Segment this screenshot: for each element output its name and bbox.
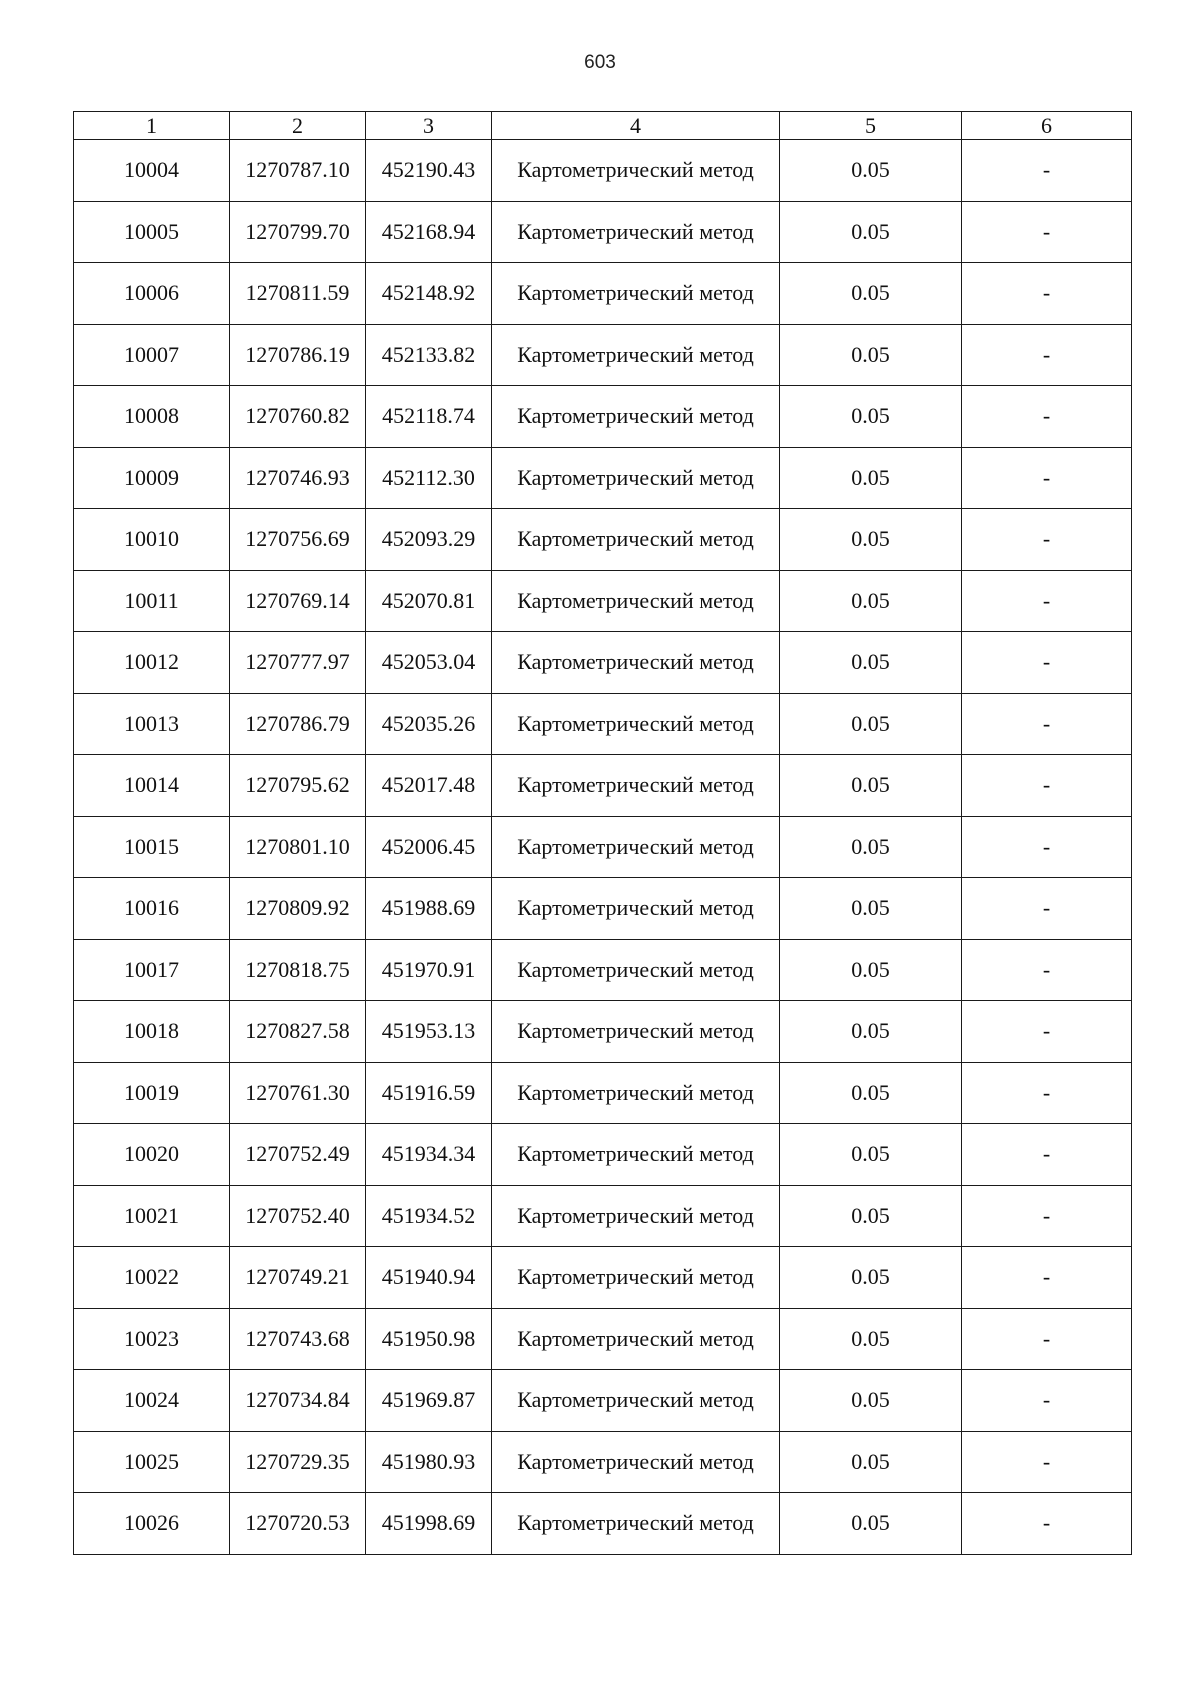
accuracy-cell: 0.05 <box>780 140 962 202</box>
x-coordinate-cell: 1270752.49 <box>230 1124 366 1186</box>
x-coordinate-cell: 1270729.35 <box>230 1431 366 1493</box>
table-row <box>74 1247 1132 1309</box>
y-coordinate-cell: 451950.98 <box>366 1308 492 1370</box>
method-cell: Картометрический метод <box>492 1308 780 1370</box>
accuracy-cell: 0.05 <box>780 1124 962 1186</box>
point-number-cell: 10010 <box>74 509 230 571</box>
column-header: 5 <box>780 112 962 140</box>
note-cell: - <box>962 939 1132 1001</box>
table-row <box>74 1370 1132 1432</box>
accuracy-cell: 0.05 <box>780 1001 962 1063</box>
point-number-cell: 10014 <box>74 755 230 817</box>
y-coordinate-cell: 451980.93 <box>366 1431 492 1493</box>
y-coordinate-cell: 451998.69 <box>366 1493 492 1555</box>
note-cell: - <box>962 755 1132 817</box>
y-coordinate-cell: 452148.92 <box>366 263 492 325</box>
note-cell: - <box>962 201 1132 263</box>
column-header: 6 <box>962 112 1132 140</box>
y-coordinate-cell: 452112.30 <box>366 447 492 509</box>
y-coordinate-cell: 451934.52 <box>366 1185 492 1247</box>
method-cell: Картометрический метод <box>492 1062 780 1124</box>
table-row <box>74 1062 1132 1124</box>
accuracy-cell: 0.05 <box>780 201 962 263</box>
method-cell: Картометрический метод <box>492 1001 780 1063</box>
point-number-cell: 10025 <box>74 1431 230 1493</box>
note-cell: - <box>962 263 1132 325</box>
method-cell: Картометрический метод <box>492 1370 780 1432</box>
x-coordinate-cell: 1270743.68 <box>230 1308 366 1370</box>
accuracy-cell: 0.05 <box>780 324 962 386</box>
accuracy-cell: 0.05 <box>780 693 962 755</box>
column-header: 4 <box>492 112 780 140</box>
x-coordinate-cell: 1270760.82 <box>230 386 366 448</box>
y-coordinate-cell: 452035.26 <box>366 693 492 755</box>
table-row <box>74 1493 1132 1555</box>
header-row <box>74 112 1132 140</box>
x-coordinate-cell: 1270818.75 <box>230 939 366 1001</box>
method-cell: Картометрический метод <box>492 140 780 202</box>
note-cell: - <box>962 570 1132 632</box>
x-coordinate-cell: 1270761.30 <box>230 1062 366 1124</box>
note-cell: - <box>962 509 1132 571</box>
method-cell: Картометрический метод <box>492 201 780 263</box>
y-coordinate-cell: 451969.87 <box>366 1370 492 1432</box>
note-cell: - <box>962 632 1132 694</box>
x-coordinate-cell: 1270827.58 <box>230 1001 366 1063</box>
method-cell: Картометрический метод <box>492 1247 780 1309</box>
point-number-cell: 10011 <box>74 570 230 632</box>
y-coordinate-cell: 452093.29 <box>366 509 492 571</box>
point-number-cell: 10009 <box>74 447 230 509</box>
accuracy-cell: 0.05 <box>780 1185 962 1247</box>
table-body <box>74 140 1132 1555</box>
note-cell: - <box>962 693 1132 755</box>
y-coordinate-cell: 452118.74 <box>366 386 492 448</box>
accuracy-cell: 0.05 <box>780 1308 962 1370</box>
y-coordinate-cell: 451988.69 <box>366 878 492 940</box>
table-row <box>74 324 1132 386</box>
table-row <box>74 816 1132 878</box>
point-number-cell: 10015 <box>74 816 230 878</box>
method-cell: Картометрический метод <box>492 570 780 632</box>
y-coordinate-cell: 452190.43 <box>366 140 492 202</box>
note-cell: - <box>962 878 1132 940</box>
point-number-cell: 10024 <box>74 1370 230 1432</box>
table-row <box>74 1001 1132 1063</box>
point-number-cell: 10021 <box>74 1185 230 1247</box>
method-cell: Картометрический метод <box>492 509 780 571</box>
x-coordinate-cell: 1270720.53 <box>230 1493 366 1555</box>
x-coordinate-cell: 1270746.93 <box>230 447 366 509</box>
method-cell: Картометрический метод <box>492 939 780 1001</box>
column-header: 2 <box>230 112 366 140</box>
point-number-cell: 10012 <box>74 632 230 694</box>
table-row <box>74 1308 1132 1370</box>
table-row <box>74 878 1132 940</box>
x-coordinate-cell: 1270777.97 <box>230 632 366 694</box>
x-coordinate-cell: 1270795.62 <box>230 755 366 817</box>
point-number-cell: 10005 <box>74 201 230 263</box>
x-coordinate-cell: 1270734.84 <box>230 1370 366 1432</box>
table-row <box>74 140 1132 202</box>
table-header <box>74 112 1132 140</box>
y-coordinate-cell: 451916.59 <box>366 1062 492 1124</box>
x-coordinate-cell: 1270809.92 <box>230 878 366 940</box>
table-row <box>74 693 1132 755</box>
point-number-cell: 10023 <box>74 1308 230 1370</box>
x-coordinate-cell: 1270811.59 <box>230 263 366 325</box>
x-coordinate-cell: 1270786.19 <box>230 324 366 386</box>
table-row <box>74 509 1132 571</box>
point-number-cell: 10017 <box>74 939 230 1001</box>
accuracy-cell: 0.05 <box>780 509 962 571</box>
x-coordinate-cell: 1270756.69 <box>230 509 366 571</box>
x-coordinate-cell: 1270799.70 <box>230 201 366 263</box>
accuracy-cell: 0.05 <box>780 1247 962 1309</box>
table-row <box>74 447 1132 509</box>
method-cell: Картометрический метод <box>492 1493 780 1555</box>
accuracy-cell: 0.05 <box>780 570 962 632</box>
accuracy-cell: 0.05 <box>780 1062 962 1124</box>
method-cell: Картометрический метод <box>492 878 780 940</box>
x-coordinate-cell: 1270786.79 <box>230 693 366 755</box>
y-coordinate-cell: 452133.82 <box>366 324 492 386</box>
x-coordinate-cell: 1270787.10 <box>230 140 366 202</box>
accuracy-cell: 0.05 <box>780 939 962 1001</box>
accuracy-cell: 0.05 <box>780 263 962 325</box>
method-cell: Картометрический метод <box>492 693 780 755</box>
y-coordinate-cell: 452006.45 <box>366 816 492 878</box>
note-cell: - <box>962 1001 1132 1063</box>
accuracy-cell: 0.05 <box>780 755 962 817</box>
note-cell: - <box>962 1308 1132 1370</box>
note-cell: - <box>962 1185 1132 1247</box>
coordinates-table <box>73 111 1132 1555</box>
point-number-cell: 10019 <box>74 1062 230 1124</box>
x-coordinate-cell: 1270769.14 <box>230 570 366 632</box>
note-cell: - <box>962 447 1132 509</box>
table-row <box>74 570 1132 632</box>
note-cell: - <box>962 1124 1132 1186</box>
table-row <box>74 1124 1132 1186</box>
accuracy-cell: 0.05 <box>780 632 962 694</box>
note-cell: - <box>962 324 1132 386</box>
point-number-cell: 10007 <box>74 324 230 386</box>
accuracy-cell: 0.05 <box>780 1370 962 1432</box>
y-coordinate-cell: 451970.91 <box>366 939 492 1001</box>
table-row <box>74 1185 1132 1247</box>
table-row <box>74 386 1132 448</box>
method-cell: Картометрический метод <box>492 324 780 386</box>
accuracy-cell: 0.05 <box>780 1493 962 1555</box>
accuracy-cell: 0.05 <box>780 447 962 509</box>
accuracy-cell: 0.05 <box>780 816 962 878</box>
method-cell: Картометрический метод <box>492 447 780 509</box>
note-cell: - <box>962 1062 1132 1124</box>
method-cell: Картометрический метод <box>492 1431 780 1493</box>
accuracy-cell: 0.05 <box>780 878 962 940</box>
column-header: 1 <box>74 112 230 140</box>
method-cell: Картометрический метод <box>492 386 780 448</box>
y-coordinate-cell: 451953.13 <box>366 1001 492 1063</box>
table-row <box>74 755 1132 817</box>
point-number-cell: 10016 <box>74 878 230 940</box>
point-number-cell: 10022 <box>74 1247 230 1309</box>
note-cell: - <box>962 1247 1132 1309</box>
point-number-cell: 10026 <box>74 1493 230 1555</box>
note-cell: - <box>962 1431 1132 1493</box>
table-row <box>74 201 1132 263</box>
y-coordinate-cell: 452168.94 <box>366 201 492 263</box>
x-coordinate-cell: 1270801.10 <box>230 816 366 878</box>
method-cell: Картометрический метод <box>492 263 780 325</box>
y-coordinate-cell: 451940.94 <box>366 1247 492 1309</box>
point-number-cell: 10013 <box>74 693 230 755</box>
method-cell: Картометрический метод <box>492 816 780 878</box>
note-cell: - <box>962 816 1132 878</box>
note-cell: - <box>962 140 1132 202</box>
point-number-cell: 10004 <box>74 140 230 202</box>
method-cell: Картометрический метод <box>492 632 780 694</box>
x-coordinate-cell: 1270752.40 <box>230 1185 366 1247</box>
point-number-cell: 10006 <box>74 263 230 325</box>
method-cell: Картометрический метод <box>492 1124 780 1186</box>
accuracy-cell: 0.05 <box>780 1431 962 1493</box>
note-cell: - <box>962 1370 1132 1432</box>
y-coordinate-cell: 452053.04 <box>366 632 492 694</box>
point-number-cell: 10018 <box>74 1001 230 1063</box>
note-cell: - <box>962 386 1132 448</box>
column-header: 3 <box>366 112 492 140</box>
page-number: 603 <box>584 52 616 73</box>
y-coordinate-cell: 452017.48 <box>366 755 492 817</box>
point-number-cell: 10020 <box>74 1124 230 1186</box>
table-row <box>74 1431 1132 1493</box>
table-row <box>74 939 1132 1001</box>
table-row <box>74 632 1132 694</box>
accuracy-cell: 0.05 <box>780 386 962 448</box>
method-cell: Картометрический метод <box>492 755 780 817</box>
y-coordinate-cell: 452070.81 <box>366 570 492 632</box>
point-number-cell: 10008 <box>74 386 230 448</box>
table-row <box>74 263 1132 325</box>
x-coordinate-cell: 1270749.21 <box>230 1247 366 1309</box>
note-cell: - <box>962 1493 1132 1555</box>
y-coordinate-cell: 451934.34 <box>366 1124 492 1186</box>
method-cell: Картометрический метод <box>492 1185 780 1247</box>
